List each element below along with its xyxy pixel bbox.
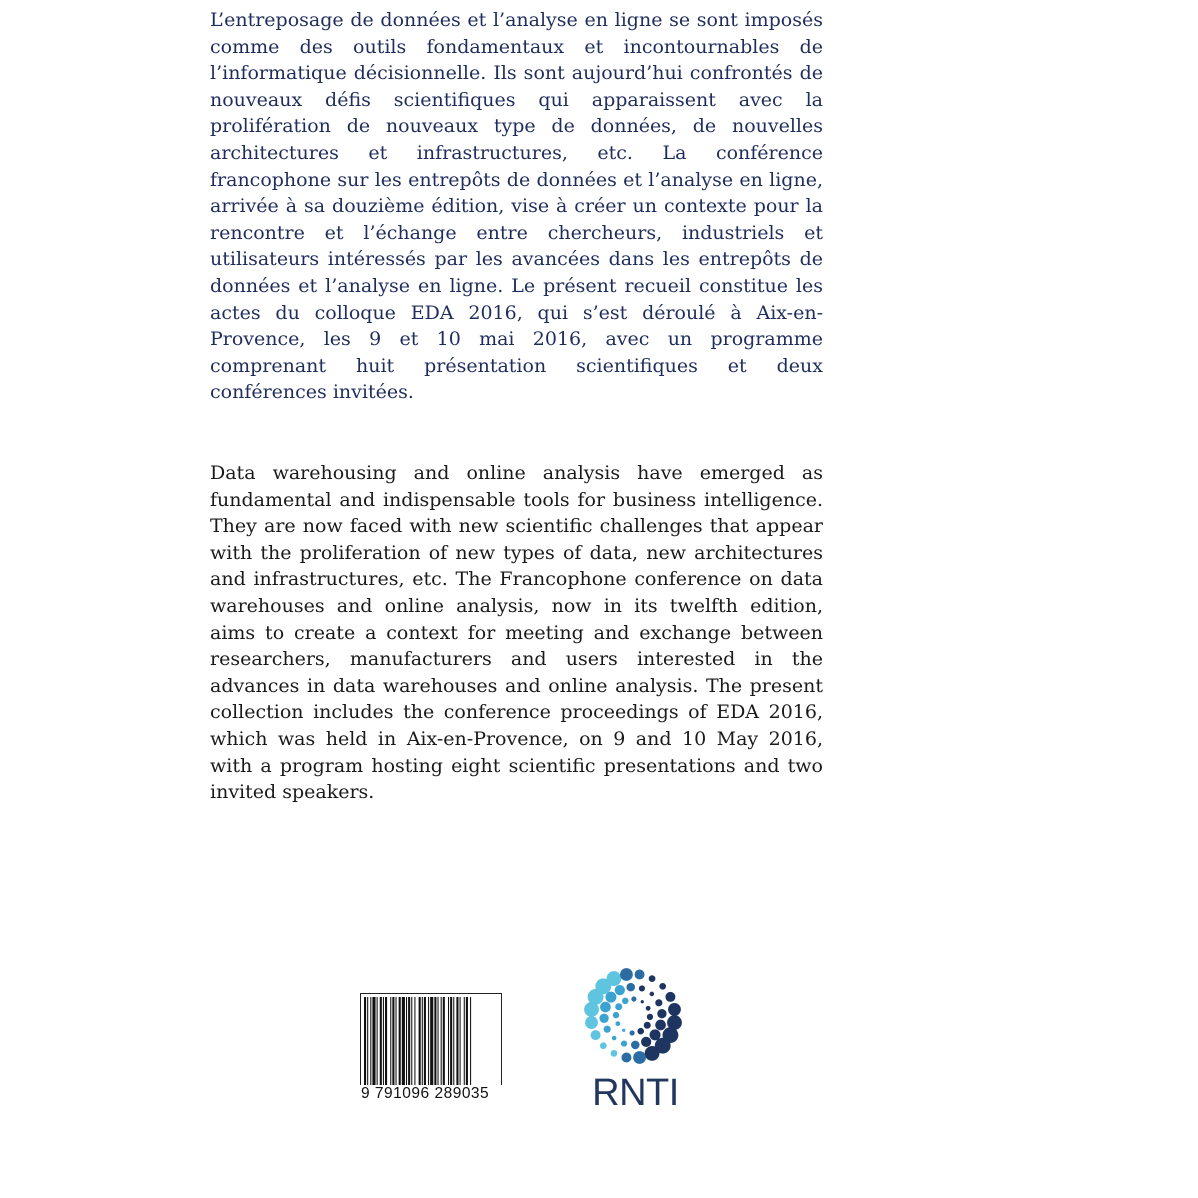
french-abstract: L’entreposage de données et l’analyse en ligne se sont imposés comme des outils fondamentaux et incontournables de l’informatique décisionnelle. Ils sont aujourd’hui confrontés de nouveaux défis scientifiques qui apparaissent avec la prolifération de nouveaux type de données, de nouvelles architectures et infrastructures, etc. La conférence francophone sur les entrepôts de données et l’analyse en ligne, arrivée à sa douzième édition, vise à créer un contexte pour la rencontre et l’échange entre chercheurs, industriels et utilisateurs intéressés par les avancées dans les entrepôts de données et l’analyse en ligne. Le présent recueil constitue les actes du colloque EDA 2016, qui s’est déroulé à Aix-en-Provence, les 9 et 10 mai 2016, avec un programme comprenant huit présentation scientifiques et deux conférences invitées. bbox=[210, 9, 823, 404]
logo-dot bbox=[630, 1030, 635, 1035]
logo-dot bbox=[645, 1046, 660, 1061]
logo-dot bbox=[622, 998, 629, 1005]
logo-dot bbox=[591, 1030, 601, 1040]
barcode-bars bbox=[360, 993, 502, 1097]
logo-dot bbox=[650, 992, 655, 997]
barcode-bar bbox=[428, 997, 429, 1093]
barcode-bar bbox=[399, 997, 401, 1093]
rnti-logo bbox=[578, 968, 693, 1116]
logo-dot bbox=[657, 1009, 666, 1018]
logo-dot bbox=[626, 983, 635, 992]
logo-dot bbox=[637, 1028, 644, 1035]
barcode-bar bbox=[456, 997, 458, 1093]
logo-dot bbox=[659, 983, 666, 990]
barcode-bar bbox=[370, 997, 371, 1093]
barcode-bar bbox=[364, 997, 366, 1093]
logo-dot bbox=[635, 970, 645, 980]
barcode-bar bbox=[411, 997, 412, 1093]
logo-dot bbox=[615, 985, 625, 995]
logo-dot bbox=[604, 1026, 611, 1033]
logo-dot bbox=[647, 1014, 653, 1020]
logo-dot bbox=[612, 1036, 617, 1041]
barcode-bar bbox=[390, 997, 391, 1093]
logo-dot bbox=[641, 1000, 644, 1003]
logo-dot bbox=[621, 1052, 631, 1062]
logo-dot bbox=[611, 1050, 618, 1057]
barcode-bar bbox=[450, 997, 452, 1093]
logo-dot bbox=[615, 1003, 622, 1010]
logo-dot bbox=[600, 1042, 607, 1049]
barcode-bar bbox=[460, 997, 461, 1093]
barcode-bar bbox=[424, 997, 426, 1093]
logo-dot bbox=[613, 1012, 619, 1018]
barcode-bar bbox=[448, 997, 449, 1093]
barcode-bar bbox=[434, 997, 436, 1093]
logo-dot bbox=[641, 1037, 651, 1047]
logo-dot bbox=[631, 996, 636, 1001]
logo-dot bbox=[615, 1021, 620, 1026]
barcode-bar bbox=[438, 997, 439, 1093]
logo-dot bbox=[655, 999, 662, 1006]
logo-dot bbox=[665, 992, 675, 1002]
barcode-bar bbox=[377, 997, 378, 1093]
rnti-logo-text: RNTI bbox=[592, 1072, 679, 1114]
barcode-bar bbox=[470, 997, 471, 1093]
logo-dot bbox=[644, 1022, 651, 1029]
barcode-bar bbox=[367, 997, 368, 1093]
logo-dot bbox=[605, 992, 616, 1003]
logo-dot bbox=[650, 1029, 661, 1040]
logo-dot bbox=[585, 1016, 598, 1029]
barcode-bar bbox=[392, 997, 394, 1093]
barcode-bar bbox=[380, 997, 382, 1093]
barcode-bar bbox=[453, 997, 454, 1093]
logo-dot bbox=[631, 1041, 640, 1050]
logo-dot bbox=[622, 1029, 625, 1032]
barcode-bar bbox=[385, 997, 387, 1093]
logo-dot bbox=[600, 1002, 611, 1013]
barcode-bar bbox=[408, 997, 410, 1093]
logo-dot bbox=[646, 1006, 651, 1011]
logo-dot bbox=[621, 1041, 627, 1047]
logo-dot bbox=[639, 985, 645, 991]
barcode-bar bbox=[383, 997, 384, 1093]
barcode-bar bbox=[464, 997, 465, 1093]
barcode-bar bbox=[406, 997, 407, 1093]
logo-dot bbox=[668, 1003, 681, 1016]
barcode-bar bbox=[402, 997, 405, 1093]
barcode-bar bbox=[372, 997, 375, 1093]
barcode-bar bbox=[443, 997, 445, 1093]
barcode-bar bbox=[414, 997, 415, 1093]
barcode-bar bbox=[422, 997, 423, 1093]
logo-dot bbox=[599, 1014, 608, 1023]
barcode bbox=[360, 993, 502, 1108]
logo-dot bbox=[649, 975, 656, 982]
barcode-bar bbox=[430, 997, 433, 1093]
barcode-bar bbox=[466, 997, 468, 1093]
logo-dot bbox=[620, 968, 633, 981]
logo-dot bbox=[655, 1020, 666, 1031]
rnti-dot-circle-icon bbox=[578, 968, 693, 1068]
barcode-number: 9 791096 289035 bbox=[360, 1085, 503, 1103]
english-abstract: Data warehousing and online analysis have emerged as fundamental and indispensable tools for business intelligence. They are now faced with new scientific challenges that appear with the proliferation of new types of data, new architectures and infrastructures, etc. The Francophone conference on data warehouses and online analysis, now in its twelfth edition, aims to create a context for meeting and exchange between researchers, manufacturers and users interested in the advances in data warehouses and online analysis. The present collection includes the conference proceedings of EDA 2016, which was held in Aix-en-Provence, on 9 and 10 May 2016, with a program hosting eight scientific presentations and two invited speakers. bbox=[210, 462, 823, 804]
logo-dot bbox=[607, 971, 622, 986]
barcode-bar bbox=[419, 997, 421, 1093]
barcode-bar bbox=[396, 997, 397, 1093]
barcode-bar bbox=[441, 997, 442, 1093]
logo-dot bbox=[633, 1051, 646, 1064]
